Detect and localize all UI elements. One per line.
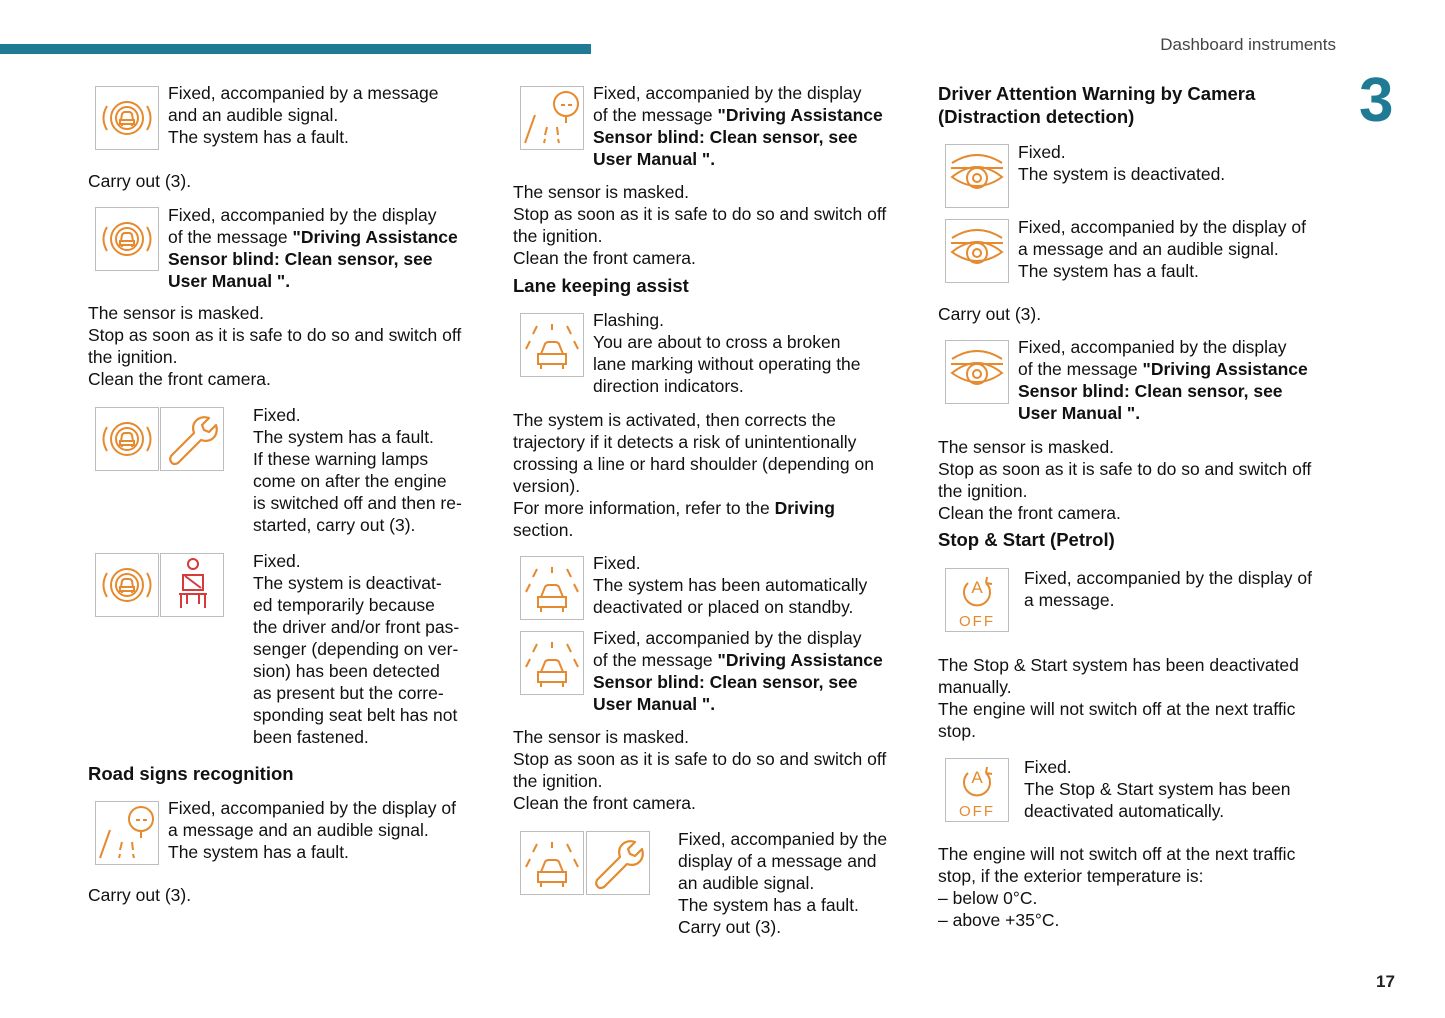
text-line: – below 0°C.	[938, 888, 1038, 908]
text-line: deactivated automatically.	[1024, 801, 1225, 821]
col2-block4	[593, 627, 913, 715]
wrench-icon	[160, 407, 224, 471]
text-line: Fixed, accompanied by the display	[593, 628, 862, 648]
text-line: come on after the engine	[253, 471, 447, 491]
text-line: Clean the front camera.	[513, 793, 696, 813]
col1-block4	[253, 550, 488, 748]
text-line: and an audible signal.	[168, 105, 339, 125]
col2-para2	[513, 409, 913, 541]
text-line: the ignition.	[88, 347, 178, 367]
off-label: OFF	[959, 803, 995, 820]
text-line: a message and an audible signal.	[1018, 239, 1279, 259]
text-line: direction indicators.	[593, 376, 744, 396]
message-text: "Driving Assistance	[1142, 359, 1308, 379]
header-accent-bar	[0, 44, 591, 54]
text-line: Fixed, accompanied by the	[678, 829, 888, 849]
page-number: 17	[1376, 972, 1395, 991]
text-span: of the message	[593, 650, 718, 670]
road-signs-heading: Road signs recognition	[88, 763, 294, 784]
text-line: Fixed.	[1024, 757, 1072, 777]
text-line: Stop as soon as it is safe to do so and switch off	[88, 325, 462, 345]
stop-start-icon	[945, 568, 1009, 632]
message-text: "Driving Assistance	[292, 227, 458, 247]
col3-para4	[938, 843, 1338, 931]
message-text: User Manual ".	[168, 271, 291, 291]
chapter-number: 3	[1359, 66, 1394, 135]
text-line: crossing a line or hard shoulder (depending on	[513, 454, 874, 474]
stop-start-icon	[945, 758, 1009, 822]
col3-block5	[1024, 756, 1344, 822]
text-line: Stop as soon as it is safe to do so and switch off	[938, 459, 1312, 479]
lane-keeping-icon	[520, 313, 584, 377]
col2-block5	[678, 828, 918, 938]
text-line: Clean the front camera.	[88, 369, 271, 389]
text-line: Fixed, accompanied by the display	[168, 205, 437, 225]
text-line: The system has a fault.	[678, 895, 859, 915]
text-line: The system has a fault.	[1018, 261, 1199, 281]
text-line: lane marking without operating the	[593, 354, 861, 374]
section-title: Dashboard instruments	[1160, 35, 1336, 54]
driver-eye-icon	[945, 219, 1009, 283]
text-line: the ignition.	[513, 226, 603, 246]
text-line: stop, if the exterior temperature is:	[938, 866, 1204, 886]
text-line: The system is deactivated.	[1018, 164, 1226, 184]
driving-section-ref: Driving	[774, 498, 835, 518]
seatbelt-icon	[160, 553, 224, 617]
text-line: stop.	[938, 721, 976, 741]
text-line: If these warning lamps	[253, 449, 429, 469]
text-line: The engine will not switch off at the next traffic	[938, 844, 1296, 864]
text-line: is switched off and then re-	[253, 493, 462, 513]
text-line: the ignition.	[938, 481, 1028, 501]
text-line: The Stop & Start system has been	[1024, 779, 1291, 799]
col1-block5	[168, 797, 488, 863]
message-text: User Manual ".	[593, 149, 716, 169]
text-line: The Stop & Start system has been deactivated	[938, 655, 1299, 675]
driver-eye-icon	[945, 144, 1009, 208]
message-text: "Driving Assistance	[717, 650, 883, 670]
text-line: The sensor is masked.	[513, 727, 690, 747]
collision-warning-icon	[95, 207, 159, 271]
text-line: sion) has been detected	[253, 661, 440, 681]
col2-para3	[513, 726, 913, 814]
text-line: version).	[513, 476, 581, 496]
col3-carry-out: Carry out (3).	[938, 304, 1042, 324]
col2-block3	[593, 552, 913, 618]
col1-block3	[253, 404, 488, 536]
text-line: been fastened.	[253, 727, 369, 747]
text-line: You are about to cross a broken	[593, 332, 841, 352]
lane-keeping-heading: Lane keeping assist	[513, 275, 689, 296]
stop-start-heading: Stop & Start (Petrol)	[938, 529, 1115, 550]
text-line: an audible signal.	[678, 873, 815, 893]
heading-line: (Distraction detection)	[938, 106, 1135, 127]
message-text: Sensor blind: Clean sensor, see	[168, 249, 433, 269]
text-line: Stop as soon as it is safe to do so and switch off	[513, 749, 887, 769]
heading-line: Driver Attention Warning by Camera	[938, 83, 1256, 104]
text-line: a message.	[1024, 590, 1115, 610]
text-line: Fixed, accompanied by the display of	[168, 798, 456, 818]
text-line: the driver and/or front pas-	[253, 617, 460, 637]
col3-block2	[1018, 216, 1338, 282]
message-text: Sensor blind: Clean sensor, see	[593, 127, 858, 147]
text-span: For more information, refer to the	[513, 498, 775, 518]
text-line: Fixed.	[253, 551, 301, 571]
text-line: The system has a fault.	[168, 127, 349, 147]
collision-warning-icon	[95, 86, 159, 150]
text-line: The system has been automatically	[593, 575, 868, 595]
col3-block1	[1018, 141, 1338, 185]
lane-keeping-icon	[520, 631, 584, 695]
text-line: The system is activated, then corrects the	[513, 410, 836, 430]
message-text: "Driving Assistance	[717, 105, 883, 125]
road-sign-icon	[520, 86, 584, 150]
road-sign-icon	[95, 801, 159, 865]
col3-block3	[1018, 336, 1338, 424]
text-line: Fixed.	[253, 405, 301, 425]
message-text: Sensor blind: Clean sensor, see	[1018, 381, 1283, 401]
text-line: manually.	[938, 677, 1012, 697]
message-text: User Manual ".	[1018, 403, 1141, 423]
text-line: ed temporarily because	[253, 595, 435, 615]
col2-para1	[513, 181, 913, 269]
text-line: Fixed, accompanied by the display of	[1024, 568, 1312, 588]
text-line: Fixed, accompanied by the display	[1018, 337, 1287, 357]
message-text: User Manual ".	[593, 694, 716, 714]
driver-attention-heading	[938, 82, 1338, 128]
text-line: section.	[513, 520, 574, 540]
text-line: trajectory if it detects a risk of unintentionally	[513, 432, 857, 452]
text-line: Fixed.	[593, 553, 641, 573]
text-span: of the message	[168, 227, 293, 247]
text-line: a message and an audible signal.	[168, 820, 429, 840]
collision-warning-icon	[95, 407, 159, 471]
text-line: sponding seat belt has not	[253, 705, 458, 725]
text-line: The system has a fault.	[168, 842, 349, 862]
wrench-icon	[586, 831, 650, 895]
col2-block1	[593, 82, 913, 170]
col1-block1	[168, 82, 488, 148]
text-line: The engine will not switch off at the next traffic	[938, 699, 1296, 719]
text-line: Fixed, accompanied by the display of	[1018, 217, 1306, 237]
text-line: Stop as soon as it is safe to do so and switch off	[513, 204, 887, 224]
text-line: the ignition.	[513, 771, 603, 791]
text-line: Clean the front camera.	[938, 503, 1121, 523]
text-line: Fixed, accompanied by a message	[168, 83, 439, 103]
driver-eye-icon	[945, 340, 1009, 404]
text-line: Fixed.	[1018, 142, 1066, 162]
collision-warning-icon	[95, 553, 159, 617]
col3-para3	[938, 654, 1338, 742]
text-line: The sensor is masked.	[513, 182, 690, 202]
message-text: Sensor blind: Clean sensor, see	[593, 672, 858, 692]
col3-para2	[938, 436, 1338, 524]
text-span: of the message	[1018, 359, 1143, 379]
col1-para2	[88, 302, 488, 390]
off-label: OFF	[959, 613, 995, 630]
text-span: of the message	[593, 105, 718, 125]
text-line: Carry out (3).	[678, 917, 782, 937]
col3-block4	[1024, 567, 1344, 611]
col1-carry-out-1: Carry out (3).	[88, 171, 192, 191]
lane-keeping-icon	[520, 556, 584, 620]
col2-block2	[593, 309, 913, 397]
text-line: started, carry out (3).	[253, 515, 416, 535]
text-line: The system is deactivat-	[253, 573, 442, 593]
lane-keeping-icon	[520, 831, 584, 895]
text-line: The sensor is masked.	[938, 437, 1115, 457]
col1-carry-out-2: Carry out (3).	[88, 885, 192, 905]
text-line: as present but the corre-	[253, 683, 444, 703]
text-line: Fixed, accompanied by the display	[593, 83, 862, 103]
text-line: The sensor is masked.	[88, 303, 265, 323]
col1-block2	[168, 204, 488, 292]
text-line: display of a message and	[678, 851, 877, 871]
text-line: Clean the front camera.	[513, 248, 696, 268]
text-line: Flashing.	[593, 310, 665, 330]
text-line: senger (depending on ver-	[253, 639, 459, 659]
auto-letter: A	[971, 768, 983, 787]
auto-letter: A	[971, 578, 983, 597]
text-line: deactivated or placed on standby.	[593, 597, 854, 617]
text-line: The system has a fault.	[253, 427, 434, 447]
text-line: – above +35°C.	[938, 910, 1060, 930]
